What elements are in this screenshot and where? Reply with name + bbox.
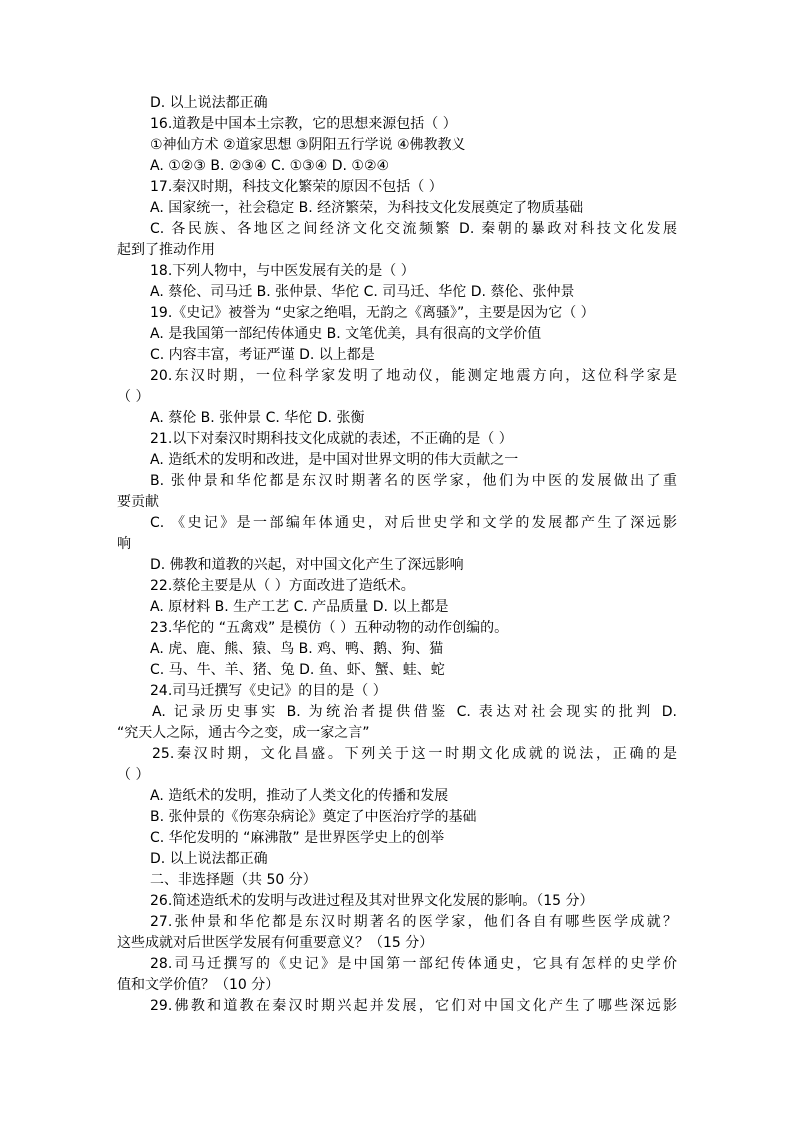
- text-line: B. 张仲景的《伤寒杂病论》奠定了中医治疗学的基础: [150, 809, 477, 825]
- text-line: 27.张仲景和华佗都是东汉时期著名的医学家，他们各自有哪些医学成就？: [150, 914, 677, 930]
- text-line: 24.司马迁撰写《史记》的目的是（ ）: [150, 683, 387, 699]
- text-line: 18.下列人物中，与中医发展有关的是（ ）: [150, 263, 415, 279]
- document-page: [117, 93, 677, 1017]
- text-line: 22.蔡伦主要是从（ ）方面改进了造纸术。: [150, 578, 415, 594]
- text-line: 17.秦汉时期，科技文化繁荣的原因不包括（ ）: [150, 179, 443, 195]
- text-line: A. 国家统一，社会稳定 B. 经济繁荣，为科技文化发展奠定了物质基础: [150, 200, 584, 216]
- text-line: B. 张仲景和华佗都是东汉时期著名的医学家，他们为中医的发展做出了重: [150, 473, 677, 489]
- text-line: C. 马、牛、羊、猪、兔 D. 鱼、虾、蟹、蛙、蛇: [150, 662, 445, 678]
- text-line: A. 记录历史事实 B. 为统治者提供借鉴 C. 表达对社会现实的批判 D.: [152, 704, 677, 720]
- text-line: （ ）: [117, 767, 150, 783]
- text-line: A. 蔡伦 B. 张仲景 C. 华佗 D. 张衡: [150, 410, 365, 426]
- text-line: 20.东汉时期，一位科学家发明了地动仪，能测定地震方向，这位科学家是: [150, 368, 677, 384]
- text-line: 这些成就对后世医学发展有何重要意义？（15 分）: [117, 935, 434, 951]
- text-line: C. 各民族、各地区之间经济文化交流频繁 D. 秦朝的暴政对科技文化发展: [150, 221, 677, 237]
- text-line: A. 是我国第一部纪传体通史 B. 文笔优美，具有很高的文学价值: [150, 326, 542, 342]
- text-line: 16.道教是中国本土宗教，它的思想来源包括（ ）: [150, 116, 457, 132]
- text-line: 21.以下对秦汉时期科技文化成就的表述，不正确的是（ ）: [150, 431, 513, 447]
- text-line: 29.佛教和道教在秦汉时期兴起并发展，它们对中国文化产生了哪些深远影: [150, 998, 677, 1014]
- text-line: D. 以上说法都正确: [150, 851, 268, 867]
- text-line: 28.司马迁撰写的《史记》是中国第一部纪传体通史，它具有怎样的史学价: [150, 956, 677, 972]
- text-line: C. 《史记》是一部编年体通史，对后世史学和文学的发展都产生了深远影: [150, 515, 677, 531]
- text-line: “究天人之际，通古今之变，成一家之言”: [117, 725, 370, 741]
- text-line: 响: [117, 536, 131, 552]
- text-line: A. 蔡伦、司马迁 B. 张仲景、华佗 C. 司马迁、华佗 D. 蔡伦、张仲景: [150, 284, 575, 300]
- text-line: D. 以上说法都正确: [150, 95, 268, 111]
- text-line: 23.华佗的 “五禽戏” 是模仿（ ）五种动物的动作创编的。: [150, 620, 509, 636]
- text-line: A. ①②③ B. ②③④ C. ①③④ D. ①②④: [150, 158, 390, 174]
- text-line: 25.秦汉时期，文化昌盛。下列关于这一时期文化成就的说法，正确的是: [152, 746, 677, 762]
- text-line: 要贡献: [117, 494, 159, 510]
- text-line: A. 虎、鹿、熊、猿、鸟 B. 鸡、鸭、鹅、狗、猫: [150, 641, 444, 657]
- text-line: ①神仙方术 ②道家思想 ③阴阳五行学说 ④佛教教义: [150, 137, 466, 153]
- text-line: 19.《史记》被誉为 “史家之绝唱，无韵之《离骚》”，主要是因为它（ ）: [150, 305, 595, 321]
- text-line: 起到了推动作用: [117, 242, 215, 258]
- text-line: 值和文学价值？（10 分）: [117, 977, 280, 993]
- text-line: C. 内容丰富，考证严谨 D. 以上都是: [150, 347, 375, 363]
- text-line: 二、非选择题（共 50 分）: [150, 872, 317, 888]
- text-line: （ ）: [117, 389, 150, 405]
- text-line: A. 造纸术的发明，推动了人类文化的传播和发展: [150, 788, 449, 804]
- text-line: 26.简述造纸术的发明与改进过程及其对世界文化发展的影响。（15 分）: [150, 893, 594, 909]
- text-line: A. 造纸术的发明和改进，是中国对世界文明的伟大贡献之一: [150, 452, 519, 468]
- text-line: D. 佛教和道教的兴起，对中国文化产生了深远影响: [150, 557, 464, 573]
- text-line: A. 原材料 B. 生产工艺 C. 产品质量 D. 以上都是: [150, 599, 449, 615]
- text-line: C. 华佗发明的 “麻沸散” 是世界医学史上的创举: [150, 830, 445, 846]
